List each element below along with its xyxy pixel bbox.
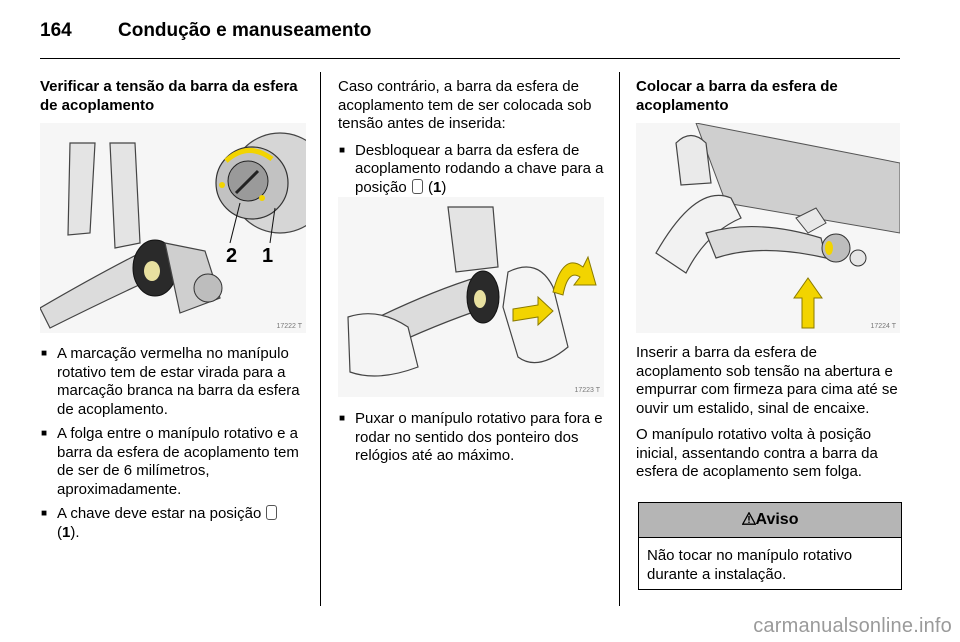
knob-return-text: O manípulo rotativo volta à posição inicial, assentando contra a barra da esfera de acoplamento sem folga.	[636, 426, 878, 480]
bullet-key-position: ■ A chave deve estar na posição (1).	[40, 505, 305, 542]
intro-text: Caso contrário, a barra da esfera de acoplamento tem de ser colocada sob tensão antes de inserida:	[338, 78, 592, 132]
bullet-red-mark: ■ A marcação vermelha no manípulo rotativo tem de estar virada para a marcação branca na barra da esfera de acoplamento.	[40, 345, 305, 419]
pull-rotate-illustration	[338, 197, 604, 397]
bullet-pull-rotate: ■ Puxar o manípulo rotativo para fora e rodar no sentido dos ponteiro dos relógios até ao máximo.	[338, 410, 604, 466]
warning-title: Aviso	[755, 511, 799, 528]
column-divider-1	[320, 72, 321, 606]
figure-code: 17224 T	[870, 323, 896, 330]
header-rule	[40, 58, 900, 59]
column-1-bullets	[40, 345, 305, 548]
column-2	[338, 78, 604, 203]
watermark: carmanualsonline.info	[753, 615, 952, 637]
coupling-ball-illustration	[40, 123, 306, 333]
page-number: 164	[40, 20, 72, 41]
column-3-text	[636, 344, 902, 490]
column-2-bullets	[338, 410, 604, 472]
column-1	[40, 78, 305, 123]
figure-code: 17222 T	[276, 323, 302, 330]
key-position-ref: 1	[62, 523, 71, 541]
bullet-key-tail: ).	[70, 523, 80, 541]
bullet-unlock-text: Desbloquear a barra da esfera de acoplamento rodando a chave para a posição	[355, 141, 604, 196]
column-divider-2	[619, 72, 620, 606]
bullet-key-text: A chave deve estar na posição	[57, 505, 262, 522]
figure-code: 17223 T	[574, 387, 600, 394]
figure-17224	[636, 123, 900, 333]
figure-17222	[40, 123, 306, 333]
insert-instructions: Inserir a barra da esfera de acoplamento sob tensão na abertura e empurrar com firmeza para cima até se ouvir um estalido, sinal de encaixe.	[636, 344, 898, 417]
key-icon	[412, 179, 423, 194]
column-3	[636, 78, 900, 123]
figure-17223	[338, 197, 604, 397]
section-heading-insert: Colocar a barra da esfera de acoplamento	[636, 78, 838, 114]
warning-triangle-icon	[742, 512, 756, 525]
warning-header	[639, 503, 901, 538]
insert-ball-illustration	[636, 123, 900, 333]
callout-1: 1	[262, 245, 274, 267]
bullet-gap: ■ A folga entre o manípulo rotativo e a barra da esfera de acoplamento tem de ser de 6 milímetros, aproximadamente.	[40, 425, 305, 499]
page-title: Condução e manuseamento	[118, 20, 372, 41]
section-heading-verify: Verificar a tensão da barra da esfera de acoplamento	[40, 78, 298, 114]
bullet-unlock-tail: )	[441, 178, 447, 196]
page-header	[40, 20, 371, 42]
bullet-unlock: ■ Desbloquear a barra da esfera de acoplamento rodando a chave para a posição (1)	[338, 142, 604, 198]
warning-box	[638, 502, 902, 590]
warning-text: Não tocar no manípulo rotativo durante a instalação.	[647, 547, 853, 583]
callout-2: 2	[226, 245, 238, 267]
unlock-position-ref: 1	[433, 178, 442, 196]
key-icon	[266, 505, 277, 520]
